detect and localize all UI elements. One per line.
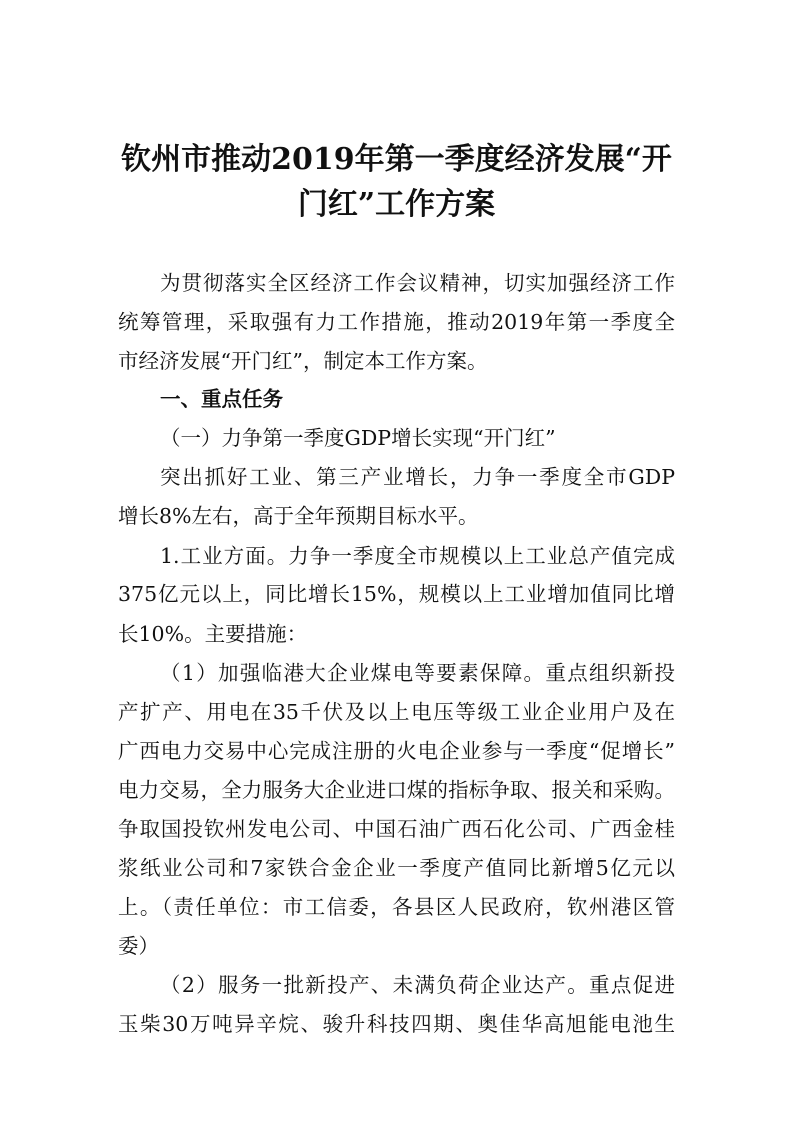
paragraph-line: 争取国投钦州发电公司、中国石油广西石化公司、广西金桂 — [118, 817, 675, 841]
paragraph-line: （1）加强临港大企业煤电等要素保障。重点组织新投 — [160, 661, 675, 685]
paragraph-line: （2）服务一批新投产、未满负荷企业达产。重点促进 — [160, 973, 675, 997]
paragraph-line: 统筹管理，采取强有力工作措施，推动2019年第一季度全 — [118, 310, 675, 334]
title-line-2: 门红”工作方案 — [297, 187, 496, 222]
paragraph-line: 玉柴30万吨异辛烷、骏升科技四期、奥佳华高旭能电池生 — [118, 1012, 675, 1036]
paragraph-line: 浆纸业公司和7家铁合金企业一季度产值同比新增5亿元以 — [118, 856, 675, 880]
paragraph-line: 增长8%左右，高于全年预期目标水平。 — [118, 504, 479, 528]
paragraph-line: 市经济发展“开门红”，制定本工作方案。 — [118, 349, 488, 373]
title-line-1: 钦州市推动2019年第一季度经济发展“开 — [121, 142, 672, 177]
paragraph-line: 为贯彻落实全区经济工作会议精神，切实加强经济工作 — [160, 271, 675, 295]
paragraph-line: 上。（责任单位：市工信委，各县区人民政府，钦州港区管 — [118, 895, 675, 919]
subsection-heading: （一）力争第一季度GDP增长实现“开门红” — [160, 426, 556, 450]
paragraph-line: 委） — [118, 934, 159, 958]
paragraph-line: 产扩产、用电在35千伏及以上电压等级工业企业用户及在 — [118, 700, 675, 724]
paragraph-line: 突出抓好工业、第三产业增长，力争一季度全市GDP — [160, 465, 675, 489]
paragraph-line: 1.工业方面。力争一季度全市规模以上工业总产值完成 — [160, 544, 675, 568]
paragraph-line: 电力交易，全力服务大企业进口煤的指标争取、报关和采购。 — [118, 778, 675, 802]
section-heading: 一、重点任务 — [160, 387, 283, 411]
paragraph-line: 广西电力交易中心完成注册的火电企业参与一季度“促增长” — [118, 739, 675, 763]
paragraph-line: 375亿元以上，同比增长15%，规模以上工业增加值同比增 — [118, 582, 675, 606]
paragraph-line: 长10%。主要措施： — [118, 622, 308, 646]
